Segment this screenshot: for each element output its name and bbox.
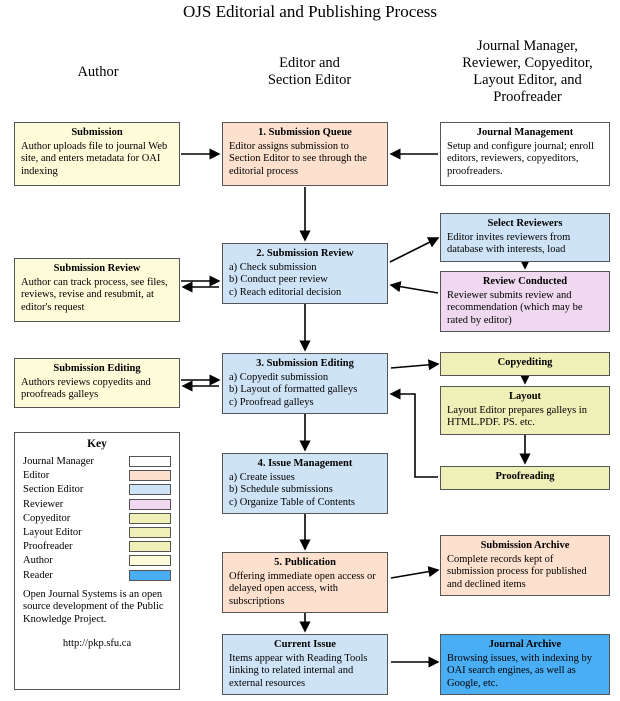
box-body: Editor assigns submission to Section Editor to see through the editorial process [229,140,367,177]
key-item-swatch [129,555,171,566]
key-item-label: Reader [23,569,53,581]
box-layout [440,386,610,435]
key-item-label: Author [23,555,53,567]
box-title: Journal Archive [488,639,562,650]
column-heading-author: Author [77,64,119,80]
box-proofreading [440,466,610,490]
column-heading-staff: Journal Manager, Reviewer, Copyeditor, Layout Editor, and Proofreader [462,38,593,105]
box-body: Author can track process, see files, reviews, revise and resubmit, at editor's request [21,276,168,313]
box-submission-review-author [14,258,180,322]
box-title: Copyediting [497,357,553,368]
key-item [23,570,171,581]
key-item-swatch [129,570,171,581]
box-journal-archive [440,634,610,695]
key-item-swatch [129,470,171,481]
box-copyediting [440,352,610,376]
box-body: Authors reviews copyedits and proofreads galleys [21,376,151,401]
key-url[interactable]: http://pkp.sfu.ca [62,638,132,650]
key-item-label: Layout Editor [23,526,82,538]
box-title: Current Issue [274,639,336,650]
key-item-label: Reviewer [23,498,64,510]
box-submission-editing-author [14,358,180,408]
box-submission-editing [222,353,388,414]
box-body: a) Copyedit submission b) Layout of formatted galleys c) Proofread galleys [229,371,358,408]
key-item [23,541,171,552]
key-item-swatch [129,513,171,524]
box-publication [222,552,388,613]
box-body: a) Check submission b) Conduct peer review c) Reach editorial decision [229,261,342,298]
box-title: Submission Review [53,263,141,274]
key-item-label: Copyeditor [23,512,71,524]
box-title: Review Conducted [482,276,568,287]
key-item [23,499,171,510]
box-body: Setup and configure journal; enroll editors, reviewers, copyeditors, proofreaders. [447,140,594,177]
box-submission-queue [222,122,388,186]
box-body: Offering immediate open access or delayed open access, with subscriptions [229,570,376,607]
key-item-swatch [129,541,171,552]
key-item-swatch [129,456,171,467]
box-title: Layout [508,391,542,402]
box-title: Submission Archive [480,540,570,551]
box-title: Proofreading [495,471,555,482]
page-title: OJS Editorial and Publishing Process [182,2,438,21]
key-footer-text: Open Journal Systems is an open source development of the Public Knowledge Project. [23,588,164,625]
box-body: Layout Editor prepares galleys in HTML.PDF. PS. etc. [447,404,587,429]
box-body: Items appear with Reading Tools linking to related internal and external resources [229,652,368,689]
key-item [23,513,171,524]
key-item-swatch [129,527,171,538]
key-legend [14,432,180,690]
box-title: 2. Submission Review [256,248,354,259]
key-item-label: Editor [23,470,50,482]
box-submission [14,122,180,186]
box-body: Complete records kept of submission process for published and declined items [447,553,587,590]
box-body: a) Create issues b) Schedule submissions c) Organize Table of Contents [229,471,356,508]
box-issue-management [222,453,388,514]
box-body: Editor invites reviewers from database with interests, load [447,231,571,256]
box-title: Journal Management [476,127,574,138]
key-item [23,484,171,495]
key-item [23,456,171,467]
key-item-swatch [129,499,171,510]
box-title: 3. Submission Editing [256,358,354,369]
box-submission-review [222,243,388,304]
box-title: Submission Editing [53,363,141,374]
box-review-conducted [440,271,610,332]
key-title: Key [87,438,107,450]
box-title: Select Reviewers [487,218,563,229]
box-select-reviewers [440,213,610,262]
key-item-label: Section Editor [23,484,84,496]
key-item-label: Proofreader [23,541,73,553]
box-title: 4. Issue Management [257,458,353,469]
key-item-swatch [129,484,171,495]
box-body: Reviewer submits review and recommendation (which may be rated by editor) [447,289,583,326]
key-item [23,470,171,481]
key-item [23,527,171,538]
box-body: Browsing issues, with indexing by OAI search engines, as well as Google, etc. [447,652,592,689]
key-item-label: Journal Manager [23,456,94,467]
box-title: Submission [71,127,123,138]
key-item [23,555,171,566]
column-heading-editor: Editor and Section Editor [267,55,352,88]
box-current-issue [222,634,388,695]
box-title: 1. Submission Queue [258,127,352,138]
box-title: 5. Publication [274,557,336,568]
box-body: Author uploads file to journal Web site, and enters metadata for OAI indexing [21,140,168,177]
box-journal-management [440,122,610,186]
box-submission-archive [440,535,610,596]
